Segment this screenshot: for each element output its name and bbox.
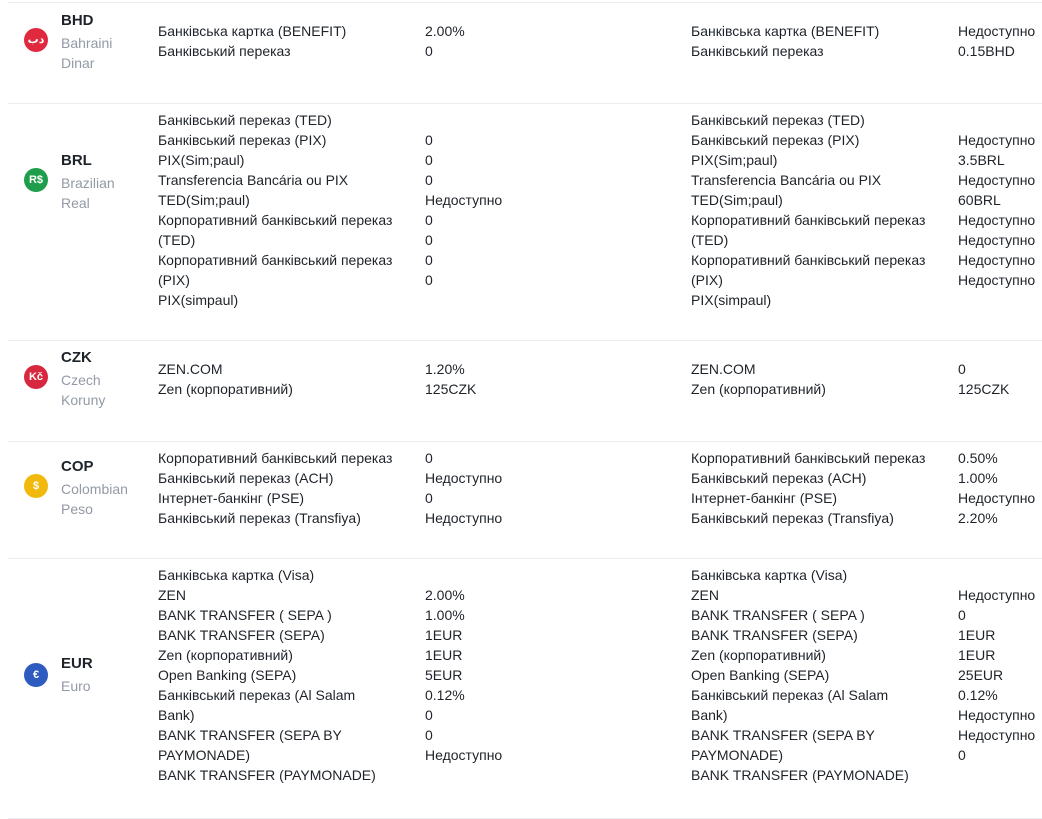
deposit-method: BANK TRANSFER (SEPA): [158, 627, 325, 643]
deposit-method: Банківський переказ (Transfiya): [158, 510, 361, 526]
withdraw-method: PIX(Sim;paul): [691, 152, 778, 168]
withdraw-method: Zen (корпоративний): [691, 647, 826, 663]
withdraw-method: Корпоративний банківський переказ: [691, 252, 926, 268]
withdraw-method: TED(Sim;paul): [691, 192, 783, 208]
deposit-method-column: [158, 448, 418, 528]
withdraw-method: ZEN: [691, 587, 719, 603]
deposit-fee: 1.20%: [425, 361, 465, 377]
withdraw-method: Корпоративний банківський переказ: [691, 212, 926, 228]
deposit-fee: 1EUR: [425, 627, 463, 643]
withdraw-method: Банківський переказ (Transfiya): [691, 510, 894, 526]
withdraw-fee: [958, 290, 1042, 310]
deposit-fee: 0.12%: [425, 687, 465, 703]
deposit-method: Zen (корпоративний): [158, 381, 293, 397]
withdraw-fee-column: [958, 359, 1042, 399]
withdraw-method: Transferencia Bancária ou PIX: [691, 172, 882, 188]
currency-cop-icon: $: [24, 474, 48, 498]
deposit-method: Transferencia Bancária ou PIX: [158, 172, 349, 188]
withdraw-fee: 0: [958, 361, 966, 377]
deposit-fee: 0: [425, 212, 433, 228]
currency-czk-icon: Kč: [24, 365, 48, 389]
currency-name: Colombian Peso: [61, 481, 128, 517]
withdraw-fee: Недоступно: [958, 490, 1036, 506]
withdraw-method-column: [691, 21, 951, 61]
table-row: [8, 441, 1042, 559]
deposit-method: PIX(Sim;paul): [158, 152, 245, 168]
withdraw-fee-column: [958, 110, 1042, 310]
currency-brl-icon: R$: [24, 168, 48, 192]
withdraw-method: BANK TRANSFER (SEPA BY: [691, 727, 875, 743]
deposit-method: Банківська картка (Visa): [158, 567, 315, 583]
withdraw-fee: 0.15BHD: [958, 43, 1015, 59]
deposit-fee: [425, 290, 545, 310]
deposit-fee: 0: [425, 450, 433, 466]
deposit-method: Банківський переказ (PIX): [158, 132, 327, 148]
withdraw-method: Банківський переказ (ACH): [691, 470, 867, 486]
deposit-fee: Недоступно: [425, 470, 503, 486]
withdraw-fee: [958, 565, 1042, 585]
deposit-method: Корпоративний банківський переказ: [158, 252, 393, 268]
withdraw-method-column: [691, 110, 951, 310]
deposit-fee: 0: [425, 132, 433, 148]
table-row: [8, 2, 1042, 104]
deposit-method: TED(Sim;paul): [158, 192, 250, 208]
deposit-method: BANK TRANSFER (SEPA BY: [158, 727, 342, 743]
deposit-method: ZEN.COM: [158, 361, 223, 377]
withdraw-fee: Недоступно: [958, 132, 1036, 148]
withdraw-fee: 25EUR: [958, 667, 1004, 683]
deposit-method: PIX(simpaul): [158, 292, 239, 308]
deposit-fee: Недоступно: [425, 192, 503, 208]
deposit-method: Банківський переказ: [158, 43, 291, 59]
table-row: [8, 558, 1042, 819]
currency-code: CZK: [61, 349, 92, 366]
withdraw-method: PAYMONADE): [691, 747, 784, 763]
withdraw-fee: 2.20%: [958, 510, 998, 526]
withdraw-method: PIX(simpaul): [691, 292, 772, 308]
deposit-fee: [425, 765, 545, 785]
currency-eur-icon: €: [24, 663, 48, 687]
currency-code: EUR: [61, 655, 93, 672]
withdraw-method: Банківський переказ (PIX): [691, 132, 860, 148]
deposit-method: Банківська картка (BENEFIT): [158, 23, 347, 39]
deposit-fee: 0: [425, 727, 433, 743]
deposit-method: BANK TRANSFER (PAYMONADE): [158, 767, 376, 783]
deposit-method-column: [158, 21, 418, 61]
withdraw-method-column: [691, 359, 951, 399]
currency-name: Brazilian Real: [61, 175, 115, 211]
deposit-method: BANK TRANSFER ( SEPA ): [158, 607, 332, 623]
withdraw-method: Корпоративний банківський переказ: [691, 450, 926, 466]
withdraw-fee-column: [958, 565, 1042, 785]
withdraw-fee: 0.12%: [958, 687, 998, 703]
deposit-fee: 5EUR: [425, 667, 463, 683]
deposit-fee: [425, 565, 545, 585]
withdraw-method-column: [691, 448, 951, 528]
withdraw-fee: Недоступно: [958, 707, 1036, 723]
deposit-method: Корпоративний банківський переказ: [158, 450, 393, 466]
currency-name: Czech Koruny: [61, 372, 106, 408]
withdraw-fee: 1.00%: [958, 470, 998, 486]
withdraw-method: ZEN.COM: [691, 361, 756, 377]
deposit-fee: 0: [425, 172, 433, 188]
deposit-method: Інтернет-банкінг (PSE): [158, 490, 305, 506]
withdraw-fee: Недоступно: [958, 252, 1036, 268]
withdraw-method: Банківська картка (BENEFIT): [691, 23, 880, 39]
currency-name: Bahraini Dinar: [61, 35, 113, 71]
deposit-method-column: [158, 110, 418, 310]
withdraw-method-column: [691, 565, 951, 785]
currency-name: Euro: [61, 678, 91, 694]
deposit-fee: 0: [425, 252, 433, 268]
deposit-method: Банківський переказ (TED): [158, 112, 332, 128]
withdraw-fee: [958, 110, 1042, 130]
deposit-fee: 0: [425, 232, 433, 248]
deposit-fee: Недоступно: [425, 747, 503, 763]
withdraw-fee: Недоступно: [958, 23, 1036, 39]
withdraw-method: BANK TRANSFER (PAYMONADE): [691, 767, 909, 783]
withdraw-fee: 3.5BRL: [958, 152, 1005, 168]
deposit-fee-column: [425, 21, 545, 61]
withdraw-fee: 1EUR: [958, 647, 996, 663]
deposit-fee: 1EUR: [425, 647, 463, 663]
deposit-fee: Недоступно: [425, 510, 503, 526]
deposit-method-column: [158, 565, 418, 785]
withdraw-fee: [958, 765, 1042, 785]
withdraw-fee: 1EUR: [958, 627, 996, 643]
deposit-fee: 2.00%: [425, 587, 465, 603]
withdraw-fee: Недоступно: [958, 727, 1036, 743]
deposit-method: Корпоративний банківський переказ: [158, 212, 393, 228]
withdraw-fee-column: [958, 448, 1042, 528]
withdraw-method: Zen (корпоративний): [691, 381, 826, 397]
deposit-fee: 0: [425, 272, 433, 288]
withdraw-method: (TED): [691, 232, 729, 248]
withdraw-fee: Недоступно: [958, 272, 1036, 288]
deposit-fee-column: [425, 359, 545, 399]
withdraw-fee: 0: [958, 747, 966, 763]
withdraw-fee: 0: [958, 607, 966, 623]
deposit-method: Open Banking (SEPA): [158, 667, 297, 683]
withdraw-method: Інтернет-банкінг (PSE): [691, 490, 838, 506]
currency-code: BHD: [61, 12, 94, 29]
withdraw-method: (PIX): [691, 272, 723, 288]
withdraw-fee: Недоступно: [958, 587, 1036, 603]
deposit-fee-column: [425, 565, 545, 785]
deposit-fee: 1.00%: [425, 607, 465, 623]
deposit-method: Bank): [158, 707, 195, 723]
deposit-fee: [425, 110, 545, 130]
deposit-fee-column: [425, 110, 545, 310]
deposit-fee-column: [425, 448, 545, 528]
deposit-fee: 0: [425, 707, 433, 723]
withdraw-method: Bank): [691, 707, 728, 723]
deposit-fee: 0: [425, 43, 433, 59]
withdraw-method: Банківська картка (Visa): [691, 567, 848, 583]
withdraw-fee: Недоступно: [958, 212, 1036, 228]
withdraw-method: Банківський переказ (Al Salam: [691, 687, 889, 703]
currency-code: BRL: [61, 152, 92, 169]
deposit-fee: 2.00%: [425, 23, 465, 39]
withdraw-method: Банківський переказ: [691, 43, 824, 59]
withdraw-method: Банківський переказ (TED): [691, 112, 865, 128]
deposit-method: (PIX): [158, 272, 190, 288]
deposit-method: PAYMONADE): [158, 747, 251, 763]
deposit-method-column: [158, 359, 418, 399]
withdraw-fee: Недоступно: [958, 172, 1036, 188]
deposit-method: Zen (корпоративний): [158, 647, 293, 663]
withdraw-fee: 125CZK: [958, 381, 1010, 397]
deposit-method: Банківський переказ (Al Salam: [158, 687, 356, 703]
deposit-fee: 0: [425, 490, 433, 506]
withdraw-method: Open Banking (SEPA): [691, 667, 830, 683]
deposit-fee: 0: [425, 152, 433, 168]
currency-bhd-icon: دب: [24, 28, 48, 52]
deposit-fee: 125CZK: [425, 381, 477, 397]
table-row: [8, 103, 1042, 341]
withdraw-method: BANK TRANSFER (SEPA): [691, 627, 858, 643]
withdraw-fee: Недоступно: [958, 232, 1036, 248]
withdraw-method: BANK TRANSFER ( SEPA ): [691, 607, 865, 623]
deposit-method: (TED): [158, 232, 196, 248]
deposit-method: ZEN: [158, 587, 186, 603]
table-row: [8, 340, 1042, 442]
deposit-method: Банківський переказ (ACH): [158, 470, 334, 486]
withdraw-fee: 60BRL: [958, 192, 1001, 208]
withdraw-fee: 0.50%: [958, 450, 998, 466]
withdraw-fee-column: [958, 21, 1042, 61]
currency-code: COP: [61, 458, 94, 475]
